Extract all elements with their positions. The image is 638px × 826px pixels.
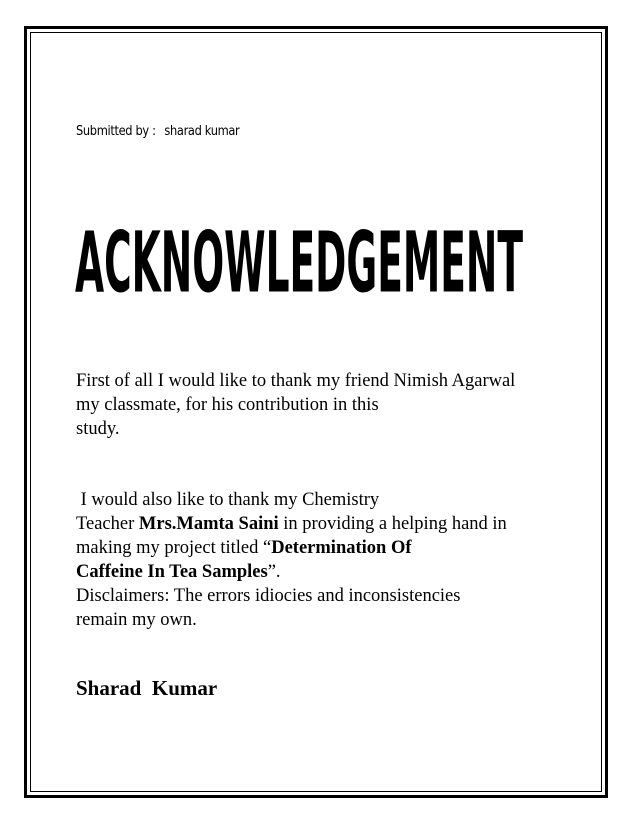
submitted-by-name: sharad kumar [164,124,240,139]
paragraph2-line2 [76,512,596,536]
paragraph2-line4 [76,560,596,584]
paragraph-thanks-teacher [76,488,596,632]
paragraph1-line3: study. [76,419,120,439]
submitted-by-line [76,124,239,139]
paragraph1-line2: my classmate, for his contribution in this [76,395,379,415]
paragraph2-line6: remain my own. [76,610,197,630]
signature-name: Sharad Kumar [76,676,218,700]
teacher-prefix: Teacher [76,514,139,534]
teacher-suffix: in providing a helping hand in [278,514,507,534]
paragraph2-line3 [76,536,596,560]
paragraph1-line1: First of all I would like to thank my friend Nimish Agarwal [76,371,516,391]
teacher-name: Mrs.Mamta Saini [138,514,279,534]
submitted-by-label: Submitted by : [76,124,156,139]
acknowledgement-heading [64,208,534,328]
project-title-part2: Caffeine In Tea Samples [76,562,268,582]
paragraph2-line1: I would also like to thank my Chemistry [76,490,380,510]
project-title-part1: Determination Of [271,538,412,558]
project-prefix: making my project titled “ [76,538,272,558]
project-suffix: ”. [267,562,281,582]
paragraph2-line5: Disclaimers: The errors idiocies and inconsistencies [76,586,461,606]
acknowledgement-heading-text: ACKNOWLEDGEMENT [75,215,523,313]
paragraph-thanks-friend [76,369,596,441]
